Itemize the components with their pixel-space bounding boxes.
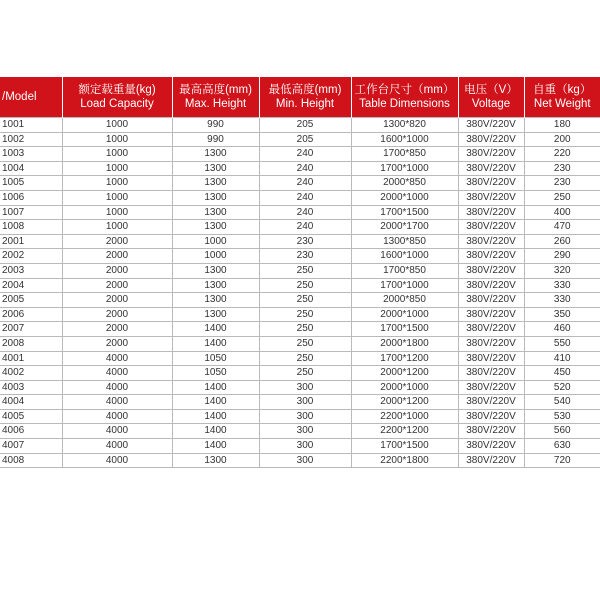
cell-load-capacity: 4000 — [62, 380, 172, 395]
cell-max-height: 1300 — [172, 307, 259, 322]
cell-model: 1008 — [0, 220, 62, 235]
table-row — [0, 293, 600, 308]
cell-model: 4005 — [0, 409, 62, 424]
header-min-height: 最低高度(mm) Min. Height — [259, 77, 351, 118]
cell-min-height: 300 — [259, 424, 351, 439]
cell-table-dimensions: 1700*850 — [351, 263, 458, 278]
cell-load-capacity: 4000 — [62, 409, 172, 424]
cell-load-capacity: 2000 — [62, 336, 172, 351]
cell-net-weight: 220 — [524, 147, 600, 162]
spec-table — [0, 77, 600, 468]
cell-min-height: 300 — [259, 439, 351, 454]
cell-table-dimensions: 2000*1000 — [351, 380, 458, 395]
cell-load-capacity: 2000 — [62, 263, 172, 278]
cell-max-height: 1400 — [172, 439, 259, 454]
cell-net-weight: 200 — [524, 132, 600, 147]
cell-max-height: 1000 — [172, 249, 259, 264]
cell-max-height: 1300 — [172, 220, 259, 235]
table-row — [0, 307, 600, 322]
cell-net-weight: 260 — [524, 234, 600, 249]
cell-load-capacity: 2000 — [62, 278, 172, 293]
cell-net-weight: 250 — [524, 190, 600, 205]
cell-voltage: 380V/220V — [458, 263, 524, 278]
cell-load-capacity: 4000 — [62, 366, 172, 381]
table-row — [0, 205, 600, 220]
cell-max-height: 1300 — [172, 161, 259, 176]
cell-load-capacity: 2000 — [62, 293, 172, 308]
cell-table-dimensions: 1700*1500 — [351, 439, 458, 454]
cell-model: 2001 — [0, 234, 62, 249]
cell-min-height: 250 — [259, 278, 351, 293]
cell-load-capacity: 1000 — [62, 118, 172, 133]
cell-voltage: 380V/220V — [458, 351, 524, 366]
cell-net-weight: 230 — [524, 176, 600, 191]
cell-voltage: 380V/220V — [458, 161, 524, 176]
cell-voltage: 380V/220V — [458, 190, 524, 205]
table-row — [0, 278, 600, 293]
table-row — [0, 147, 600, 162]
cell-model: 2008 — [0, 336, 62, 351]
cell-table-dimensions: 1700*850 — [351, 147, 458, 162]
cell-model: 4001 — [0, 351, 62, 366]
cell-model: 2004 — [0, 278, 62, 293]
cell-table-dimensions: 1700*1200 — [351, 351, 458, 366]
cell-net-weight: 460 — [524, 322, 600, 337]
cell-table-dimensions: 1700*1000 — [351, 278, 458, 293]
table-row — [0, 249, 600, 264]
header-model: /Model — [0, 77, 62, 118]
cell-model: 4003 — [0, 380, 62, 395]
cell-table-dimensions: 2000*1000 — [351, 190, 458, 205]
header-net-weight: 自重（kg） Net Weight — [524, 77, 600, 118]
cell-table-dimensions: 2000*1200 — [351, 395, 458, 410]
cell-max-height: 1300 — [172, 205, 259, 220]
cell-voltage: 380V/220V — [458, 380, 524, 395]
cell-max-height: 1050 — [172, 366, 259, 381]
cell-voltage: 380V/220V — [458, 205, 524, 220]
cell-max-height: 990 — [172, 132, 259, 147]
cell-voltage: 380V/220V — [458, 278, 524, 293]
cell-voltage: 380V/220V — [458, 453, 524, 468]
cell-net-weight: 180 — [524, 118, 600, 133]
cell-min-height: 300 — [259, 380, 351, 395]
cell-max-height: 1300 — [172, 293, 259, 308]
cell-net-weight: 330 — [524, 293, 600, 308]
cell-model: 4008 — [0, 453, 62, 468]
cell-model: 4004 — [0, 395, 62, 410]
cell-max-height: 1000 — [172, 234, 259, 249]
cell-load-capacity: 1000 — [62, 205, 172, 220]
cell-load-capacity: 4000 — [62, 439, 172, 454]
cell-min-height: 240 — [259, 176, 351, 191]
cell-max-height: 1300 — [172, 263, 259, 278]
cell-voltage: 380V/220V — [458, 366, 524, 381]
cell-min-height: 250 — [259, 336, 351, 351]
cell-net-weight: 470 — [524, 220, 600, 235]
cell-min-height: 250 — [259, 322, 351, 337]
cell-model: 4007 — [0, 439, 62, 454]
cell-model: 2002 — [0, 249, 62, 264]
table-row — [0, 263, 600, 278]
cell-load-capacity: 2000 — [62, 307, 172, 322]
table-row — [0, 190, 600, 205]
cell-model: 1002 — [0, 132, 62, 147]
cell-net-weight: 350 — [524, 307, 600, 322]
table-row — [0, 322, 600, 337]
cell-model: 4002 — [0, 366, 62, 381]
cell-table-dimensions: 1600*1000 — [351, 132, 458, 147]
cell-voltage: 380V/220V — [458, 395, 524, 410]
cell-min-height: 250 — [259, 307, 351, 322]
header-max-height: 最高高度(mm) Max. Height — [172, 77, 259, 118]
table-row — [0, 366, 600, 381]
cell-table-dimensions: 2000*1200 — [351, 366, 458, 381]
cell-net-weight: 290 — [524, 249, 600, 264]
cell-table-dimensions: 1300*820 — [351, 118, 458, 133]
cell-load-capacity: 1000 — [62, 220, 172, 235]
table-row — [0, 132, 600, 147]
table-row — [0, 336, 600, 351]
table-row — [0, 424, 600, 439]
cell-min-height: 240 — [259, 205, 351, 220]
table-row — [0, 453, 600, 468]
cell-voltage: 380V/220V — [458, 424, 524, 439]
cell-min-height: 250 — [259, 263, 351, 278]
cell-load-capacity: 4000 — [62, 424, 172, 439]
cell-table-dimensions: 2000*1000 — [351, 307, 458, 322]
cell-min-height: 240 — [259, 190, 351, 205]
cell-net-weight: 530 — [524, 409, 600, 424]
cell-voltage: 380V/220V — [458, 132, 524, 147]
cell-min-height: 250 — [259, 293, 351, 308]
cell-min-height: 230 — [259, 249, 351, 264]
cell-min-height: 240 — [259, 220, 351, 235]
cell-model: 1003 — [0, 147, 62, 162]
cell-table-dimensions: 2200*1800 — [351, 453, 458, 468]
cell-load-capacity: 1000 — [62, 161, 172, 176]
cell-model: 2005 — [0, 293, 62, 308]
cell-max-height: 1300 — [172, 176, 259, 191]
cell-max-height: 1300 — [172, 278, 259, 293]
cell-load-capacity: 2000 — [62, 234, 172, 249]
cell-max-height: 1050 — [172, 351, 259, 366]
cell-max-height: 1400 — [172, 380, 259, 395]
table-row — [0, 380, 600, 395]
cell-max-height: 1300 — [172, 147, 259, 162]
cell-min-height: 300 — [259, 453, 351, 468]
cell-max-height: 990 — [172, 118, 259, 133]
cell-voltage: 380V/220V — [458, 336, 524, 351]
table-row — [0, 220, 600, 235]
cell-table-dimensions: 2000*1800 — [351, 336, 458, 351]
cell-net-weight: 540 — [524, 395, 600, 410]
cell-table-dimensions: 1600*1000 — [351, 249, 458, 264]
cell-max-height: 1400 — [172, 336, 259, 351]
cell-model: 2006 — [0, 307, 62, 322]
cell-net-weight: 450 — [524, 366, 600, 381]
cell-voltage: 380V/220V — [458, 176, 524, 191]
cell-table-dimensions: 1700*1000 — [351, 161, 458, 176]
cell-net-weight: 630 — [524, 439, 600, 454]
cell-model: 4006 — [0, 424, 62, 439]
table-row — [0, 409, 600, 424]
cell-table-dimensions: 2000*1700 — [351, 220, 458, 235]
header-load-capacity: 额定载重量(kg) Load Capacity — [62, 77, 172, 118]
table-row — [0, 234, 600, 249]
cell-net-weight: 230 — [524, 161, 600, 176]
cell-load-capacity: 2000 — [62, 322, 172, 337]
cell-model: 2003 — [0, 263, 62, 278]
cell-voltage: 380V/220V — [458, 322, 524, 337]
cell-min-height: 230 — [259, 234, 351, 249]
cell-net-weight: 400 — [524, 205, 600, 220]
cell-voltage: 380V/220V — [458, 118, 524, 133]
header-row — [0, 77, 600, 118]
cell-table-dimensions: 2200*1000 — [351, 409, 458, 424]
cell-load-capacity: 1000 — [62, 132, 172, 147]
cell-load-capacity: 1000 — [62, 147, 172, 162]
cell-min-height: 300 — [259, 395, 351, 410]
cell-voltage: 380V/220V — [458, 234, 524, 249]
spec-table-body — [0, 118, 600, 468]
cell-load-capacity: 4000 — [62, 351, 172, 366]
cell-model: 2007 — [0, 322, 62, 337]
header-table-dimensions: 工作台尺寸（mm） Table Dimensions — [351, 77, 458, 118]
table-row — [0, 395, 600, 410]
cell-model: 1004 — [0, 161, 62, 176]
cell-net-weight: 720 — [524, 453, 600, 468]
cell-voltage: 380V/220V — [458, 220, 524, 235]
cell-model: 1001 — [0, 118, 62, 133]
table-row — [0, 161, 600, 176]
cell-max-height: 1400 — [172, 322, 259, 337]
cell-min-height: 205 — [259, 132, 351, 147]
table-row — [0, 351, 600, 366]
cell-net-weight: 320 — [524, 263, 600, 278]
cell-voltage: 380V/220V — [458, 147, 524, 162]
cell-min-height: 240 — [259, 147, 351, 162]
cell-max-height: 1300 — [172, 453, 259, 468]
cell-table-dimensions: 1700*1500 — [351, 205, 458, 220]
cell-max-height: 1300 — [172, 190, 259, 205]
cell-load-capacity: 1000 — [62, 190, 172, 205]
table-row — [0, 439, 600, 454]
cell-voltage: 380V/220V — [458, 249, 524, 264]
cell-table-dimensions: 2000*850 — [351, 176, 458, 191]
cell-net-weight: 520 — [524, 380, 600, 395]
cell-table-dimensions: 1300*850 — [351, 234, 458, 249]
cell-table-dimensions: 1700*1500 — [351, 322, 458, 337]
cell-load-capacity: 1000 — [62, 176, 172, 191]
cell-min-height: 250 — [259, 351, 351, 366]
cell-max-height: 1400 — [172, 409, 259, 424]
cell-net-weight: 410 — [524, 351, 600, 366]
cell-min-height: 205 — [259, 118, 351, 133]
cell-net-weight: 550 — [524, 336, 600, 351]
cell-max-height: 1400 — [172, 395, 259, 410]
cell-min-height: 240 — [259, 161, 351, 176]
cell-voltage: 380V/220V — [458, 409, 524, 424]
cell-model: 1007 — [0, 205, 62, 220]
cell-table-dimensions: 2200*1200 — [351, 424, 458, 439]
cell-load-capacity: 2000 — [62, 249, 172, 264]
cell-voltage: 380V/220V — [458, 307, 524, 322]
cell-net-weight: 560 — [524, 424, 600, 439]
cell-model: 1005 — [0, 176, 62, 191]
cell-voltage: 380V/220V — [458, 439, 524, 454]
cell-load-capacity: 4000 — [62, 395, 172, 410]
cell-net-weight: 330 — [524, 278, 600, 293]
cell-max-height: 1400 — [172, 424, 259, 439]
header-voltage: 电压（V） Voltage — [458, 77, 524, 118]
cell-voltage: 380V/220V — [458, 293, 524, 308]
cell-min-height: 300 — [259, 409, 351, 424]
table-row — [0, 176, 600, 191]
table-row — [0, 118, 600, 133]
cell-load-capacity: 4000 — [62, 453, 172, 468]
cell-model: 1006 — [0, 190, 62, 205]
cell-table-dimensions: 2000*850 — [351, 293, 458, 308]
cell-min-height: 250 — [259, 366, 351, 381]
